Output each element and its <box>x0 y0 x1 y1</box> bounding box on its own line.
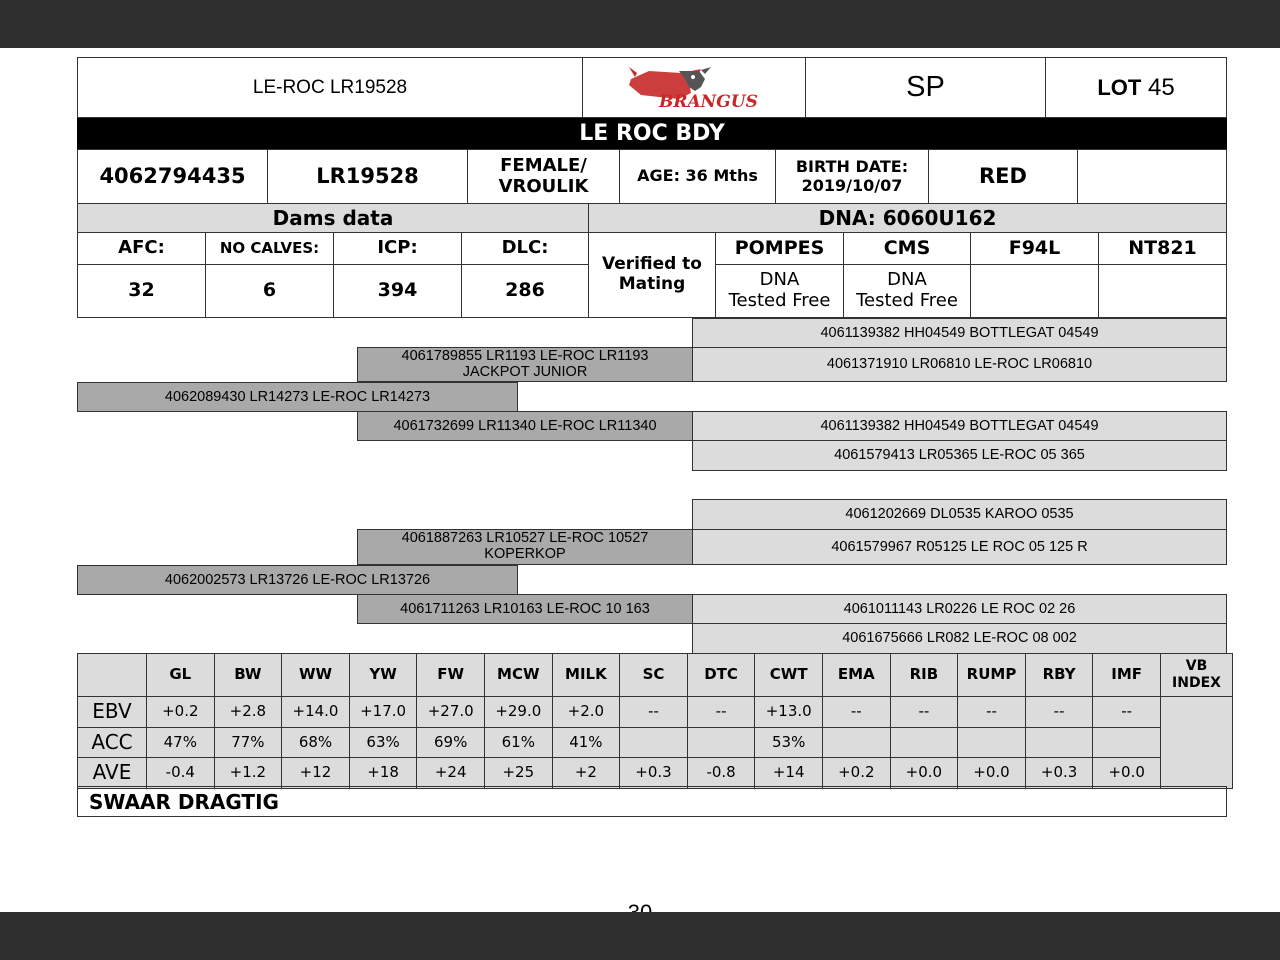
ebv-cell-ebv-ema: -- <box>822 696 891 728</box>
lot-number: 45 <box>1147 73 1175 101</box>
birth-date-label: BIRTH DATE: <box>795 157 909 177</box>
ebv-cell-ave-bw: +1.2 <box>214 757 283 789</box>
ebv-header-yw: YW <box>349 653 418 697</box>
ebv-cell-ave-mcw: +25 <box>484 757 553 789</box>
pedigree-sire-sire-sire: 4061139382 HH04549 BOTTLEGAT 04549 <box>692 318 1227 348</box>
ebv-cell-ave-cwt: +14 <box>754 757 823 789</box>
ebv-cell-ave-rump: +0.0 <box>957 757 1026 789</box>
birth-date-value: 2019/10/07 <box>801 175 903 195</box>
ebv-cell-acc-mcw: 61% <box>484 727 553 759</box>
pedigree-dam-dam: 4061711263 LR10163 LE-ROC 10 163 <box>357 594 693 624</box>
dams-header-no-calves: NO CALVES: <box>205 232 334 265</box>
ebv-cell-acc-cwt: 53% <box>754 727 823 759</box>
ebv-cell-ebv-sc: -- <box>619 696 688 728</box>
ebv-header-milk: MILK <box>552 653 621 697</box>
pedigree-dam-dam-dam: 4061675666 LR082 LE-ROC 08 002 <box>692 623 1227 654</box>
pedigree-dam-dam-sire: 4061011143 LR0226 LE ROC 02 26 <box>692 594 1227 624</box>
pompes-result-line1: DNA <box>759 269 800 291</box>
ebv-cell-ebv-cwt: +13.0 <box>754 696 823 728</box>
ebv-header-corner <box>77 653 147 697</box>
ebv-cell-ebv-milk: +2.0 <box>552 696 621 728</box>
dna-test-result-f94l <box>970 264 1099 318</box>
info-extra <box>1077 149 1227 204</box>
ebv-header-imf: IMF <box>1092 653 1161 697</box>
ebv-cell-ave-sc: +0.3 <box>619 757 688 789</box>
brangus-logo <box>582 57 806 118</box>
sire-sire-line1: 4061789855 LR1193 LE-ROC LR1193 <box>401 347 649 364</box>
sp-code: SP <box>805 57 1046 118</box>
sex-line2: VROULIK <box>498 175 589 197</box>
ebv-header-gl: GL <box>146 653 215 697</box>
lot-cell <box>1045 57 1227 118</box>
ebv-cell-acc-gl: 47% <box>146 727 215 759</box>
colour: RED <box>928 149 1078 204</box>
dams-value-no-calves: 6 <box>205 264 334 318</box>
cms-result-line1: DNA <box>887 269 927 291</box>
dna-test-result-cms <box>843 264 971 318</box>
pedigree-sire-dam: 4061732699 LR11340 LE-ROC LR11340 <box>357 411 693 441</box>
ebv-cell-acc-milk: 41% <box>552 727 621 759</box>
ebv-cell-ebv-rib: -- <box>890 696 959 728</box>
ebv-cell-ebv-fw: +27.0 <box>416 696 485 728</box>
ebv-header-rump: RUMP <box>957 653 1026 697</box>
ebv-cell-acc-rump <box>957 727 1026 759</box>
ebv-header-ww: WW <box>281 653 350 697</box>
pedigree-dam-sire <box>357 529 693 565</box>
lot-label: LOT <box>1097 74 1142 100</box>
viewer-top-bar <box>0 0 1280 48</box>
ebv-cell-acc-ema <box>822 727 891 759</box>
dna-test-name-f94l: F94L <box>970 232 1099 265</box>
ebv-cell-acc-sc <box>619 727 688 759</box>
ebv-header-dtc: DTC <box>687 653 756 697</box>
ebv-cell-ebv-bw: +2.8 <box>214 696 283 728</box>
svg-text:BRANGUS: BRANGUS <box>659 91 758 111</box>
sire-sire-line2: JACKPOT JUNIOR <box>462 363 588 380</box>
ebv-cell-acc-imf <box>1092 727 1161 759</box>
ebv-cell-acc-fw: 69% <box>416 727 485 759</box>
age: AGE: 36 Mths <box>619 149 776 204</box>
dams-header-dlc: DLC: <box>461 232 589 265</box>
ebv-header-fw: FW <box>416 653 485 697</box>
pompes-result-line2: Tested Free <box>728 290 831 311</box>
ebv-cell-ebv-dtc: -- <box>687 696 756 728</box>
dam-sire-line1: 4061887263 LR10527 LE-ROC 10527 <box>401 530 649 547</box>
ebv-vb-index-value <box>1160 696 1233 789</box>
ebv-row-label-ebv: EBV <box>77 696 147 728</box>
verified-line2: Mating <box>618 274 686 294</box>
ebv-cell-ave-fw: +24 <box>416 757 485 789</box>
ebv-cell-ebv-imf: -- <box>1092 696 1161 728</box>
ebv-cell-ave-dtc: -0.8 <box>687 757 756 789</box>
birth-date <box>775 149 929 204</box>
dna-title: DNA: 6060U162 <box>588 203 1227 233</box>
dam-sire-line2: KOPERKOP <box>484 546 566 562</box>
ebv-cell-acc-bw: 77% <box>214 727 283 759</box>
ebv-header-rby: RBY <box>1025 653 1094 697</box>
ebv-header-rib: RIB <box>890 653 959 697</box>
pedigree-dam-sire-sire: 4061202669 DL0535 KAROO 0535 <box>692 499 1227 530</box>
ebv-cell-ebv-rby: -- <box>1025 696 1094 728</box>
verified-line1: Verified to <box>602 254 702 275</box>
registration-number: 4062794435 <box>77 149 268 204</box>
ebv-cell-acc-rib <box>890 727 959 759</box>
pedigree-sire-sire <box>357 347 693 382</box>
ebv-cell-ave-milk: +2 <box>552 757 621 789</box>
sex-line1: FEMALE/ <box>500 154 587 176</box>
vb-line2: INDEX <box>1172 675 1221 691</box>
ebv-cell-ave-gl: -0.4 <box>146 757 215 789</box>
pedigree-sire-dam-dam: 4061579413 LR05365 LE-ROC 05 365 <box>692 440 1227 471</box>
ebv-header-vb-index <box>1160 653 1233 697</box>
vb-line1: VB <box>1185 658 1208 675</box>
ebv-header-cwt: CWT <box>754 653 823 697</box>
dna-test-name-nt821: NT821 <box>1098 232 1227 265</box>
ebv-header-mcw: MCW <box>484 653 553 697</box>
ebv-cell-ebv-ww: +14.0 <box>281 696 350 728</box>
ebv-cell-ebv-mcw: +29.0 <box>484 696 553 728</box>
ebv-cell-ave-rby: +0.3 <box>1025 757 1094 789</box>
pedigree-sire-sire-dam: 4061371910 LR06810 LE-ROC LR06810 <box>692 347 1227 382</box>
ebv-header-sc: SC <box>619 653 688 697</box>
ebv-cell-acc-rby <box>1025 727 1094 759</box>
cms-result-line2: Tested Free <box>856 290 958 311</box>
pedigree-sire-dam-sire: 4061139382 HH04549 BOTTLEGAT 04549 <box>692 411 1227 441</box>
ebv-cell-ebv-gl: +0.2 <box>146 696 215 728</box>
ebv-cell-ave-rib: +0.0 <box>890 757 959 789</box>
dna-test-name-pompes: POMPES <box>715 232 844 265</box>
ebv-header-bw: BW <box>214 653 283 697</box>
ebv-cell-acc-yw: 63% <box>349 727 418 759</box>
dams-value-afc: 32 <box>77 264 206 318</box>
ebv-cell-ave-yw: +18 <box>349 757 418 789</box>
ebv-row-label-acc: ACC <box>77 727 147 759</box>
dna-test-name-cms: CMS <box>843 232 971 265</box>
ebv-cell-ebv-yw: +17.0 <box>349 696 418 728</box>
pedigree-sire: 4062089430 LR14273 LE-ROC LR14273 <box>77 382 518 412</box>
ebv-cell-ave-ema: +0.2 <box>822 757 891 789</box>
dna-test-result-pompes <box>715 264 844 318</box>
ebv-cell-ave-ww: +12 <box>281 757 350 789</box>
verified-to-mating <box>588 232 716 318</box>
dams-header-afc: AFC: <box>77 232 206 265</box>
id-code: LR19528 <box>267 149 468 204</box>
ebv-cell-ebv-rump: -- <box>957 696 1026 728</box>
pedigree-dam-sire-dam: 4061579967 R05125 LE ROC 05 125 R <box>692 529 1227 565</box>
animal-id: LE-ROC LR19528 <box>77 57 583 118</box>
sex <box>467 149 620 204</box>
dams-value-icp: 394 <box>333 264 462 318</box>
pedigree-dam: 4062002573 LR13726 LE-ROC LR13726 <box>77 565 518 595</box>
dams-data-title: Dams data <box>77 203 589 233</box>
animal-name: LE ROC BDY <box>77 118 1227 149</box>
ebv-row-label-ave: AVE <box>77 757 147 789</box>
dna-test-result-nt821 <box>1098 264 1227 318</box>
ebv-cell-acc-dtc <box>687 727 756 759</box>
ebv-header-ema: EMA <box>822 653 891 697</box>
dams-header-icp: ICP: <box>333 232 462 265</box>
brangus-logo-icon <box>619 65 769 111</box>
dams-value-dlc: 286 <box>461 264 589 318</box>
ebv-cell-acc-ww: 68% <box>281 727 350 759</box>
remark: SWAAR DRAGTIG <box>77 786 1227 817</box>
ebv-cell-ave-imf: +0.0 <box>1092 757 1161 789</box>
viewer-bottom-bar <box>0 912 1280 960</box>
